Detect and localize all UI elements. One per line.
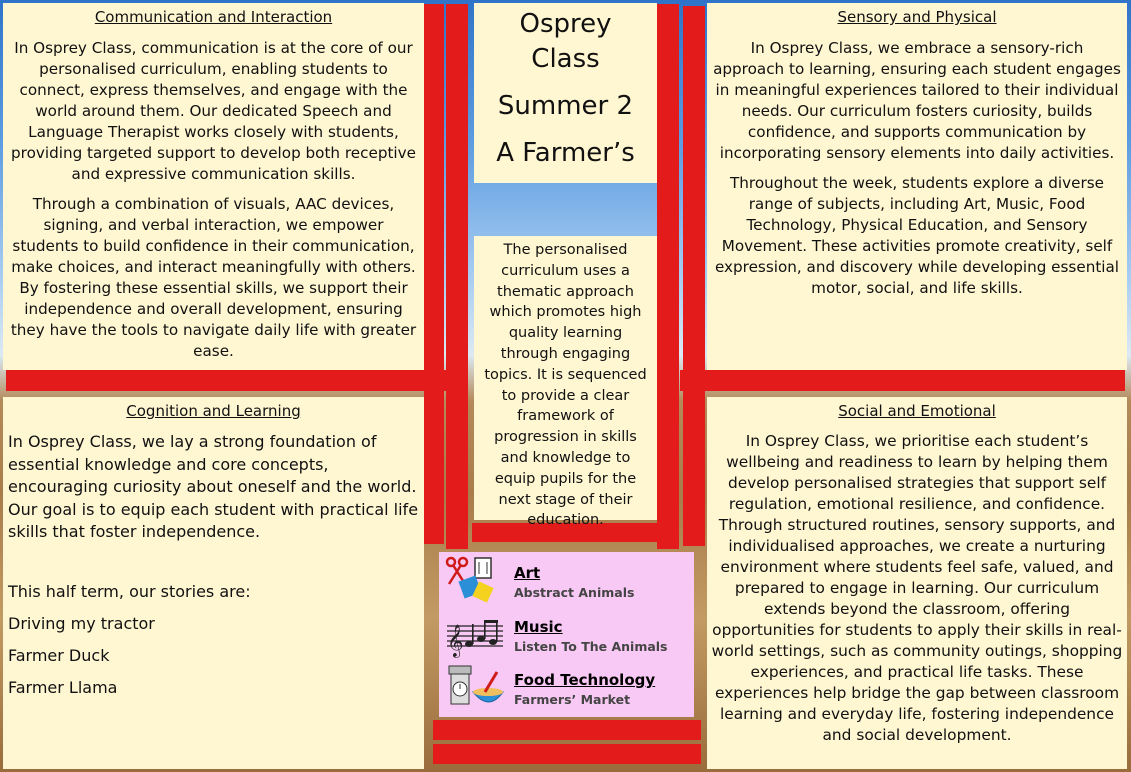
food-technology-icon <box>445 662 505 710</box>
intro-text: The personalised curriculum uses a thematic approach which promotes high quality learning through engaging topics. It is sequenced to provide a clear framework of progression in skills and knowledge to equip pupils for the next stage of their education. <box>484 242 647 529</box>
subject-topic: Abstract Animals <box>514 585 635 600</box>
red-divider-bottom-2 <box>433 744 701 764</box>
art-icon <box>445 556 505 604</box>
sensory-paragraph-2: Throughout the week, students explore a diverse range of subjects, including Art, Music, Food Technology, Physical Education, and Sensory Movement. These activities promote creativity, self expression, and discovery while developing essential motor, social, and life skills. <box>714 174 1120 297</box>
sensory-panel <box>707 3 1127 370</box>
story-item: Farmer Duck <box>8 645 110 665</box>
subjects-box <box>439 552 694 717</box>
sensory-heading: Sensory and Physical <box>837 8 997 26</box>
subject-topic: Listen To The Animals <box>514 639 668 654</box>
subject-art <box>514 564 634 601</box>
sensory-paragraph-1: In Osprey Class, we embrace a sensory-rich approach to learning, ensuring each student engages in meaningful experiences tailored to their individual needs. Our curriculum fosters curiosity, builds confidence, and supports communication by incorporating sensory elements into daily activities. <box>713 39 1121 162</box>
red-divider-right-vertical-2 <box>683 6 705 546</box>
cognition-panel <box>3 397 424 769</box>
story-item: Driving my tractor <box>8 613 155 633</box>
social-heading: Social and Emotional <box>838 402 996 420</box>
cognition-paragraph: In Osprey Class, we lay a strong foundation of essential knowledge and core concepts, encouraging curiosity about oneself and the world. Our goal is to equip each student with practical life skills that foster independence. <box>8 432 419 541</box>
red-divider-bottom-1 <box>433 720 701 740</box>
title-line-1: Osprey <box>519 9 612 39</box>
title-line-3: Summer 2 <box>497 91 634 121</box>
music-icon <box>445 612 505 660</box>
stories-intro: This half term, our stories are: <box>8 581 251 601</box>
subject-topic: Farmers’ Market <box>514 692 631 707</box>
subject-music <box>514 618 668 655</box>
social-paragraph: In Osprey Class, we prioritise each student’s wellbeing and readiness to learn by helping them develop personalised strategies that support self regulation, emotional resilience, and confidence. Through structured routines, sensory supports, and individualised approaches, we create a nurturing environment where students feel safe, valued, and prepared to engage in learning. Our curriculum extends beyond the classroom, offering opportunities for students to apply their skills in real-world settings, such as community outings, shopping experiences, and practical life tasks. These experiences help bridge the gap between classroom learning and everyday life, fostering independence and social development. <box>711 432 1123 744</box>
communication-panel <box>3 3 424 370</box>
svg-text:𝄞: 𝄞 <box>447 624 464 657</box>
intro-panel <box>474 236 657 529</box>
communication-paragraph-2: Through a combination of visuals, AAC devices, signing, and verbal interaction, we empower students to build confidence in their communication, make choices, and interact meaningfully with others. By fostering these essential skills, we support their independence and overall development, ensuring they have the tools to navigate daily life with greater ease. <box>10 195 417 360</box>
communication-heading: Communication and Interaction <box>94 8 333 26</box>
title-line-4: A Farmer’s <box>496 138 635 168</box>
subject-food-technology <box>514 671 655 708</box>
communication-paragraph-1: In Osprey Class, communication is at the core of our personalised curriculum, enabling students to connect, express themselves, and engage with the world around them. Our dedicated Speech and Language Therapist works closely with students, providing targeted support to develop both receptive and expressive communication skills. <box>11 39 416 183</box>
story-item: Farmer Llama <box>8 677 118 697</box>
subject-title: Art <box>514 564 541 582</box>
title-line-2: Class <box>531 44 600 74</box>
red-divider-right-horizontal <box>680 370 1125 391</box>
subject-title: Music <box>514 618 563 636</box>
red-divider-left-horizontal <box>6 370 468 391</box>
red-divider-left-vertical-2 <box>446 4 468 549</box>
cognition-heading: Cognition and Learning <box>126 402 301 420</box>
subject-title: Food Technology <box>514 671 656 689</box>
red-divider-right-vertical-1 <box>657 4 679 549</box>
title-panel <box>474 3 657 183</box>
red-divider-left-vertical-1 <box>424 4 444 544</box>
social-panel <box>707 397 1127 769</box>
